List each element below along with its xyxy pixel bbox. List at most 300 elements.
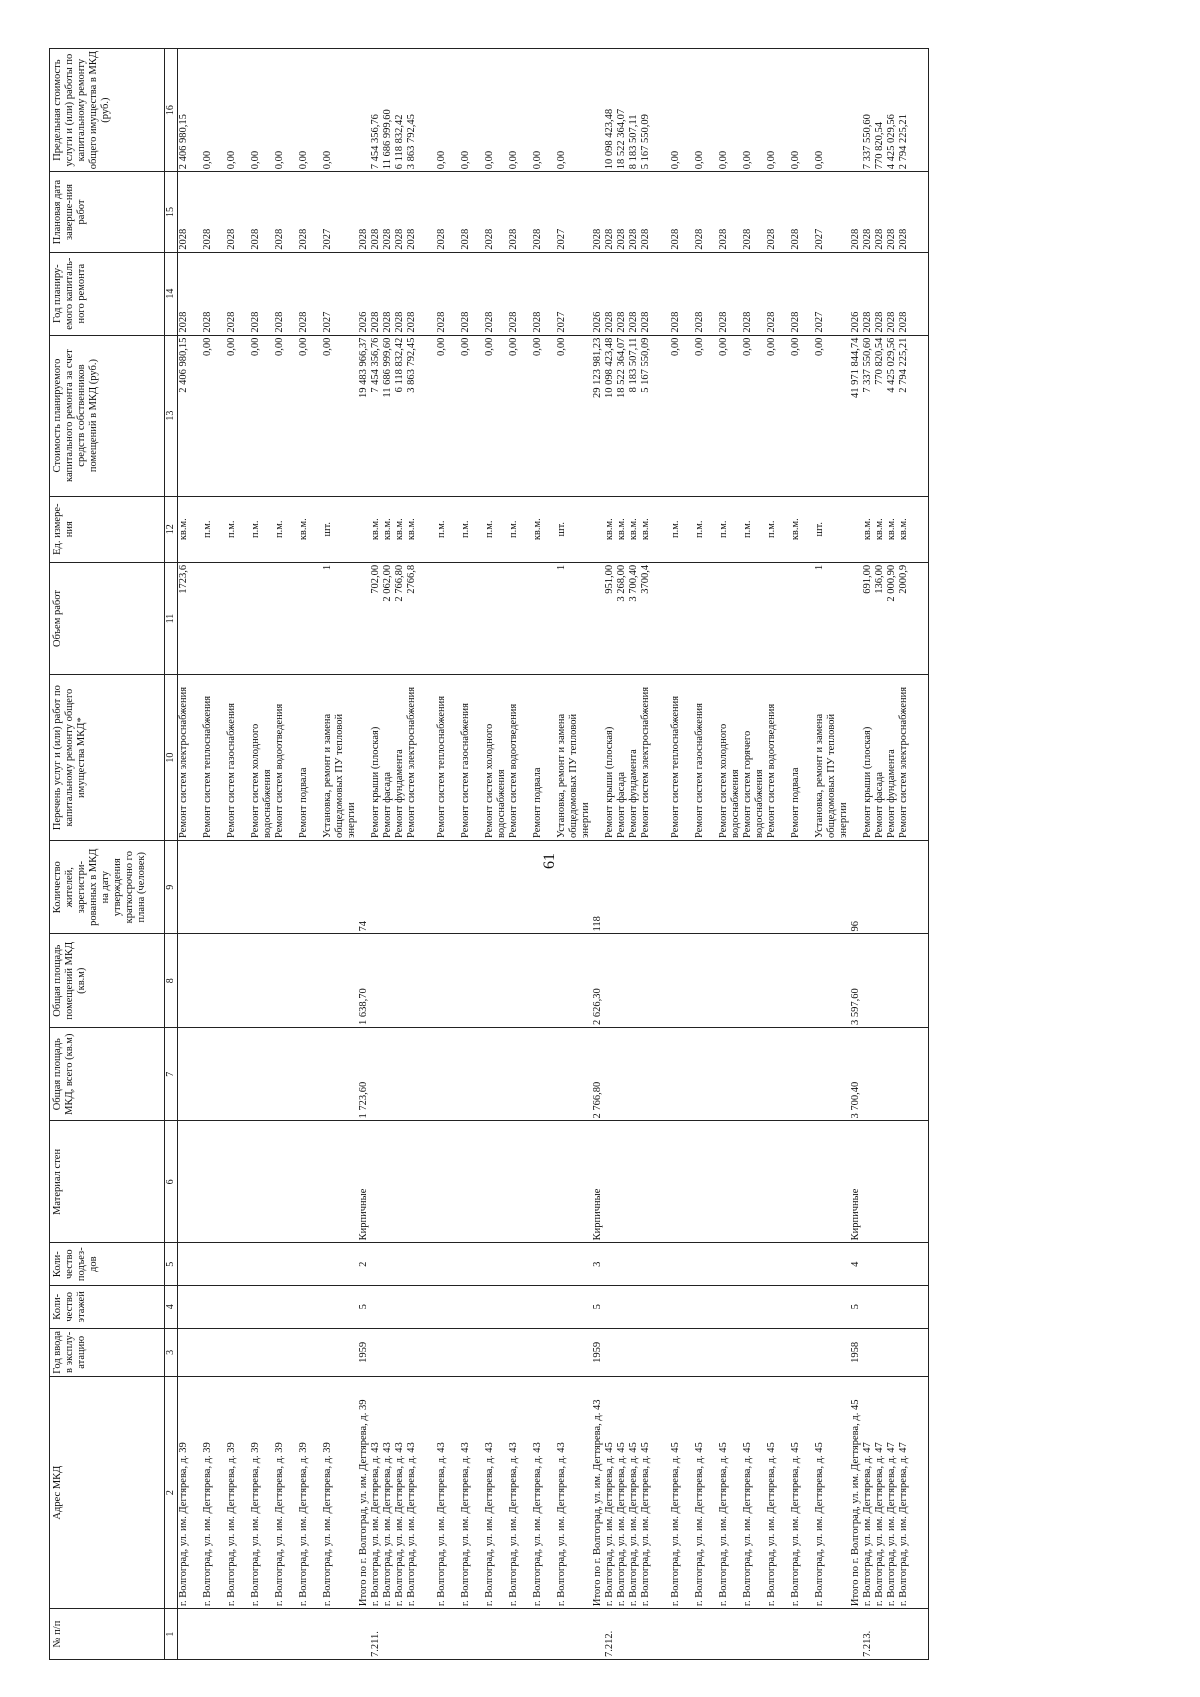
address-cell: г. Волгоград, ул. им. Дегтярева, д. 47 (886, 1377, 898, 1609)
cost-cell: 770 820,54 (874, 335, 886, 496)
floors-cell (226, 1285, 250, 1328)
total-area-cell (790, 1027, 814, 1121)
completion-year-cell: 2028 (274, 172, 298, 252)
completion-year-cell: 2028 (694, 172, 718, 252)
entrances-cell (382, 1243, 394, 1286)
floors-cell (508, 1285, 532, 1328)
premises-area-cell (814, 934, 850, 1028)
work-volume-cell (742, 562, 766, 674)
work-volume-cell: 1 (814, 562, 850, 674)
work-type-cell (358, 675, 370, 841)
row-number (508, 1609, 532, 1660)
cost-cell: 4 425 029,56 (886, 335, 898, 496)
premises-area-cell (556, 934, 592, 1028)
row-number (886, 1609, 898, 1660)
work-type-cell (850, 675, 862, 841)
completion-year-cell: 2028 (532, 172, 556, 252)
total-area-cell: 1 723,60 (358, 1027, 370, 1121)
table-row (718, 49, 742, 1660)
total-area-cell (406, 1027, 436, 1121)
wall-material-cell (718, 1121, 742, 1243)
premises-area-cell (508, 934, 532, 1028)
entrances-cell (394, 1243, 406, 1286)
completion-year-cell: 2028 (742, 172, 766, 252)
work-type-cell: Ремонт крыши (плоская) (604, 675, 616, 841)
header-row (50, 49, 165, 1660)
wall-material-cell (694, 1121, 718, 1243)
residents-cell (274, 840, 298, 934)
premises-area-cell (370, 934, 382, 1028)
cost-cell: 0,00 (670, 335, 694, 496)
unit-cell: шт. (556, 496, 592, 562)
entrances-cell (532, 1243, 556, 1286)
commission-year-cell (202, 1328, 226, 1377)
wall-material-cell (202, 1121, 226, 1243)
address-cell: г. Волгоград, ул. им. Дегтярева, д. 45 (640, 1377, 670, 1609)
premises-area-cell (406, 934, 436, 1028)
header-cell: Предельная стоимость услуги и (или) работы по капитальному ремонту общего имущества в МКД (руб.) (50, 49, 165, 172)
unit-cell (592, 496, 604, 562)
column-number: 15 (165, 172, 178, 252)
table-row (862, 49, 874, 1660)
address-cell: г. Волгоград, ул. им. Дегтярева, д. 43 (532, 1377, 556, 1609)
row-number (742, 1609, 766, 1660)
residents-cell (178, 840, 203, 934)
unit-cell: п.м. (460, 496, 484, 562)
unit-cell: шт. (814, 496, 850, 562)
floors-cell (694, 1285, 718, 1328)
work-volume-cell: 3 268,00 (616, 562, 628, 674)
residents-cell (532, 840, 556, 934)
limit-cost-cell (592, 49, 604, 172)
entrances-cell (670, 1243, 694, 1286)
planned-year-cell: 2028 (670, 252, 694, 335)
commission-year-cell (226, 1328, 250, 1377)
completion-year-cell: 2028 (460, 172, 484, 252)
completion-year-cell: 2028 (394, 172, 406, 252)
address-cell: г. Волгоград, ул. им. Дегтярева, д. 45 (718, 1377, 742, 1609)
total-area-cell (670, 1027, 694, 1121)
wall-material-cell (862, 1121, 874, 1243)
wall-material-cell (532, 1121, 556, 1243)
total-area-cell (874, 1027, 886, 1121)
unit-cell: п.м. (766, 496, 790, 562)
wall-material-cell (226, 1121, 250, 1243)
row-number (298, 1609, 322, 1660)
row-number (874, 1609, 886, 1660)
completion-year-cell: 2028 (640, 172, 670, 252)
address-cell: г. Волгоград, ул. им. Дегтярева, д. 47 (874, 1377, 886, 1609)
capital-repair-table (49, 48, 929, 1660)
limit-cost-cell: 0,00 (694, 49, 718, 172)
residents-cell (382, 840, 394, 934)
entrances-cell (298, 1243, 322, 1286)
cost-cell: 0,00 (766, 335, 790, 496)
premises-area-cell (718, 934, 742, 1028)
total-area-cell (460, 1027, 484, 1121)
table-row (484, 49, 508, 1660)
cost-cell: 29 123 981,23 (592, 335, 604, 496)
table-row (298, 49, 322, 1660)
work-type-cell: Ремонт подвала (298, 675, 322, 841)
completion-year-cell: 2027 (556, 172, 592, 252)
address-cell: Итого по г. Волгоград, ул. им. Дегтярева, д. 39 (358, 1377, 370, 1609)
commission-year-cell (886, 1328, 898, 1377)
limit-cost-cell: 0,00 (814, 49, 850, 172)
floors-cell (274, 1285, 298, 1328)
entrances-cell (862, 1243, 874, 1286)
wall-material-cell (436, 1121, 460, 1243)
row-number (628, 1609, 640, 1660)
cost-cell: 0,00 (556, 335, 592, 496)
entrances-cell (226, 1243, 250, 1286)
entrances-cell (178, 1243, 203, 1286)
completion-year-cell: 2028 (886, 172, 898, 252)
table-row (556, 49, 592, 1660)
work-type-cell: Ремонт систем газоснабжения (694, 675, 718, 841)
floors-cell (604, 1285, 616, 1328)
unit-cell: кв.м. (604, 496, 616, 562)
total-area-cell (742, 1027, 766, 1121)
wall-material-cell (790, 1121, 814, 1243)
limit-cost-cell: 0,00 (484, 49, 508, 172)
unit-cell: кв.м. (382, 496, 394, 562)
wall-material-cell (178, 1121, 203, 1243)
wall-material-cell (406, 1121, 436, 1243)
column-number: 1 (165, 1609, 178, 1660)
floors-cell (670, 1285, 694, 1328)
floors-cell (250, 1285, 274, 1328)
row-number (250, 1609, 274, 1660)
limit-cost-cell: 0,00 (718, 49, 742, 172)
planned-year-cell: 2028 (742, 252, 766, 335)
header-cell: Материал стен (50, 1121, 165, 1243)
address-cell: г. Волгоград, ул. им. Дегтярева, д. 47 (898, 1377, 929, 1609)
commission-year-cell (874, 1328, 886, 1377)
residents-cell (718, 840, 742, 934)
cost-cell: 0,00 (322, 335, 358, 496)
table-row (322, 49, 358, 1660)
residents-cell (628, 840, 640, 934)
total-area-cell (616, 1027, 628, 1121)
planned-year-cell: 2028 (508, 252, 532, 335)
work-type-cell: Ремонт фасада (382, 675, 394, 841)
residents-cell (298, 840, 322, 934)
planned-year-cell: 2028 (628, 252, 640, 335)
address-cell: г. Волгоград, ул. им. Дегтярева, д. 43 (370, 1377, 382, 1609)
work-volume-cell (850, 562, 862, 674)
work-type-cell: Установка, ремонт и замена общедомовых ПУ тепловой энергии (322, 675, 358, 841)
table-row (394, 49, 406, 1660)
total-area-cell (718, 1027, 742, 1121)
unit-cell: кв.м. (640, 496, 670, 562)
cost-cell: 10 098 423,48 (604, 335, 616, 496)
commission-year-cell (382, 1328, 394, 1377)
floors-cell (436, 1285, 460, 1328)
entrances-cell (250, 1243, 274, 1286)
commission-year-cell (766, 1328, 790, 1377)
limit-cost-cell: 0,00 (670, 49, 694, 172)
total-area-cell (370, 1027, 382, 1121)
total-area-cell (508, 1027, 532, 1121)
residents-cell (766, 840, 790, 934)
commission-year-cell: 1958 (850, 1328, 862, 1377)
residents-cell (670, 840, 694, 934)
residents-cell (604, 840, 616, 934)
premises-area-cell (790, 934, 814, 1028)
entrances-cell (886, 1243, 898, 1286)
floors-cell (298, 1285, 322, 1328)
unit-cell: кв.м. (898, 496, 929, 562)
completion-year-cell: 2028 (382, 172, 394, 252)
work-volume-cell (766, 562, 790, 674)
premises-area-cell (274, 934, 298, 1028)
header-cell: Общая площадь помещений МКД (кв.м) (50, 934, 165, 1028)
planned-year-cell: 2026 (850, 252, 862, 335)
header-cell: Коли-чество подъез-дов (50, 1243, 165, 1286)
wall-material-cell (382, 1121, 394, 1243)
floors-cell (742, 1285, 766, 1328)
row-number (532, 1609, 556, 1660)
cost-cell: 0,00 (298, 335, 322, 496)
planned-year-cell: 2028 (274, 252, 298, 335)
premises-area-cell (436, 934, 460, 1028)
wall-material-cell (274, 1121, 298, 1243)
cost-cell: 0,00 (694, 335, 718, 496)
residents-cell (874, 840, 886, 934)
premises-area-cell (604, 934, 616, 1028)
floors-cell (628, 1285, 640, 1328)
address-cell: г. Волгоград, ул. им. Дегтярева, д. 45 (742, 1377, 766, 1609)
entrances-cell (370, 1243, 382, 1286)
work-type-cell: Ремонт систем газоснабжения (460, 675, 484, 841)
row-number (484, 1609, 508, 1660)
rotated-page (0, 51, 1152, 1697)
unit-cell (850, 496, 862, 562)
row-number (850, 1609, 862, 1660)
limit-cost-cell: 0,00 (790, 49, 814, 172)
cost-cell: 0,00 (436, 335, 460, 496)
total-area-cell (382, 1027, 394, 1121)
residents-cell: 74 (358, 840, 370, 934)
limit-cost-cell: 11 686 999,60 (382, 49, 394, 172)
planned-year-cell: 2028 (886, 252, 898, 335)
entrances-cell (604, 1243, 616, 1286)
premises-area-cell (394, 934, 406, 1028)
cost-cell: 2 406 980,15 (178, 335, 203, 496)
cost-cell: 5 167 550,09 (640, 335, 670, 496)
completion-year-cell: 2027 (322, 172, 358, 252)
table-body (178, 49, 929, 1660)
wall-material-cell (250, 1121, 274, 1243)
planned-year-cell: 2028 (382, 252, 394, 335)
table-row (670, 49, 694, 1660)
table-row (640, 49, 670, 1660)
total-area-cell (532, 1027, 556, 1121)
completion-year-cell: 2028 (358, 172, 370, 252)
work-volume-cell: 2 000,90 (886, 562, 898, 674)
premises-area-cell: 2 626,30 (592, 934, 604, 1028)
work-volume-cell (670, 562, 694, 674)
floors-cell (898, 1285, 929, 1328)
unit-cell: п.м. (484, 496, 508, 562)
premises-area-cell (874, 934, 886, 1028)
cost-cell: 41 971 844,74 (850, 335, 862, 496)
commission-year-cell: 1959 (592, 1328, 604, 1377)
residents-cell (370, 840, 382, 934)
cost-cell: 0,00 (742, 335, 766, 496)
work-volume-cell (226, 562, 250, 674)
residents-cell: 96 (850, 840, 862, 934)
row-number: 7.211. (370, 1609, 382, 1660)
premises-area-cell (298, 934, 322, 1028)
planned-year-cell: 2028 (484, 252, 508, 335)
address-cell: г. Волгоград, ул. им. Дегтярева, д. 45 (616, 1377, 628, 1609)
unit-cell: п.м. (508, 496, 532, 562)
header-cell: Стоимость планируемого капитального ремонта за счет средств собственников помещений в МКД (руб.) (50, 335, 165, 496)
unit-cell: шт. (322, 496, 358, 562)
row-number (202, 1609, 226, 1660)
address-cell: г. Волгоград, ул. им. Дегтярева, д. 39 (298, 1377, 322, 1609)
premises-area-cell (898, 934, 929, 1028)
premises-area-cell (322, 934, 358, 1028)
limit-cost-cell: 8 183 507,11 (628, 49, 640, 172)
completion-year-cell: 2028 (862, 172, 874, 252)
completion-year-cell: 2028 (436, 172, 460, 252)
commission-year-cell (298, 1328, 322, 1377)
cost-cell: 8 183 507,11 (628, 335, 640, 496)
work-volume-cell (274, 562, 298, 674)
work-volume-cell (718, 562, 742, 674)
work-type-cell: Ремонт систем водоотведения (766, 675, 790, 841)
planned-year-cell: 2028 (250, 252, 274, 335)
total-area-cell (766, 1027, 790, 1121)
wall-material-cell (604, 1121, 616, 1243)
work-type-cell: Ремонт фундамента (886, 675, 898, 841)
premises-area-cell (178, 934, 203, 1028)
row-number (226, 1609, 250, 1660)
table-row (274, 49, 298, 1660)
completion-year-cell: 2028 (874, 172, 886, 252)
wall-material-cell (556, 1121, 592, 1243)
limit-cost-cell: 0,00 (436, 49, 460, 172)
entrances-cell (406, 1243, 436, 1286)
floors-cell (886, 1285, 898, 1328)
column-number: 4 (165, 1285, 178, 1328)
work-volume-cell: 2 766,80 (394, 562, 406, 674)
premises-area-cell (250, 934, 274, 1028)
commission-year-cell (640, 1328, 670, 1377)
header-cell: Ед. измере-ния (50, 496, 165, 562)
work-type-cell: Ремонт подвала (532, 675, 556, 841)
completion-year-cell: 2028 (790, 172, 814, 252)
completion-year-cell: 2028 (202, 172, 226, 252)
table-row (898, 49, 929, 1660)
row-number (694, 1609, 718, 1660)
work-volume-cell: 702,00 (370, 562, 382, 674)
premises-area-cell (640, 934, 670, 1028)
row-number (898, 1609, 929, 1660)
row-number (322, 1609, 358, 1660)
premises-area-cell (202, 934, 226, 1028)
commission-year-cell (628, 1328, 640, 1377)
work-volume-cell (202, 562, 226, 674)
entrances-cell (898, 1243, 929, 1286)
work-type-cell (592, 675, 604, 841)
work-type-cell: Ремонт систем электроснабжения (640, 675, 670, 841)
limit-cost-cell: 770 820,54 (874, 49, 886, 172)
completion-year-cell: 2028 (628, 172, 640, 252)
floors-cell (382, 1285, 394, 1328)
limit-cost-cell: 0,00 (202, 49, 226, 172)
unit-cell: кв.м. (616, 496, 628, 562)
work-type-cell: Ремонт фасада (616, 675, 628, 841)
total-row (592, 49, 604, 1660)
cost-cell: 2 794 225,21 (898, 335, 929, 496)
cost-cell: 0,00 (508, 335, 532, 496)
premises-area-cell (460, 934, 484, 1028)
unit-cell: кв.м. (178, 496, 203, 562)
address-cell: г. Волгоград, ул. им. Дегтярева, д. 39 (226, 1377, 250, 1609)
table-row (436, 49, 460, 1660)
cost-cell: 0,00 (250, 335, 274, 496)
floors-cell (460, 1285, 484, 1328)
premises-area-cell (766, 934, 790, 1028)
work-type-cell: Ремонт подвала (790, 675, 814, 841)
planned-year-cell: 2028 (178, 252, 203, 335)
column-number: 11 (165, 562, 178, 674)
limit-cost-cell: 0,00 (226, 49, 250, 172)
table-row (370, 49, 382, 1660)
cost-cell: 11 686 999,60 (382, 335, 394, 496)
premises-area-cell (226, 934, 250, 1028)
wall-material-cell (394, 1121, 406, 1243)
column-number: 5 (165, 1243, 178, 1286)
work-volume-cell (250, 562, 274, 674)
commission-year-cell (742, 1328, 766, 1377)
cost-cell: 0,00 (790, 335, 814, 496)
cost-cell: 0,00 (274, 335, 298, 496)
commission-year-cell (532, 1328, 556, 1377)
residents-cell (886, 840, 898, 934)
unit-cell: п.м. (670, 496, 694, 562)
address-cell: г. Волгоград, ул. им. Дегтярева, д. 43 (460, 1377, 484, 1609)
unit-cell (358, 496, 370, 562)
completion-year-cell: 2028 (508, 172, 532, 252)
limit-cost-cell (358, 49, 370, 172)
commission-year-cell (814, 1328, 850, 1377)
table-row (766, 49, 790, 1660)
residents-cell (508, 840, 532, 934)
unit-cell: кв.м. (862, 496, 874, 562)
unit-cell: кв.м. (790, 496, 814, 562)
residents-cell (694, 840, 718, 934)
row-number (382, 1609, 394, 1660)
completion-year-cell: 2027 (814, 172, 850, 252)
residents-cell (556, 840, 592, 934)
entrances-cell (742, 1243, 766, 1286)
limit-cost-cell: 0,00 (322, 49, 358, 172)
row-number (814, 1609, 850, 1660)
floors-cell (202, 1285, 226, 1328)
floors-cell: 5 (850, 1285, 862, 1328)
commission-year-cell (604, 1328, 616, 1377)
entrances-cell (460, 1243, 484, 1286)
work-volume-cell: 136,00 (874, 562, 886, 674)
wall-material-cell (886, 1121, 898, 1243)
work-volume-cell (790, 562, 814, 674)
planned-year-cell: 2026 (358, 252, 370, 335)
